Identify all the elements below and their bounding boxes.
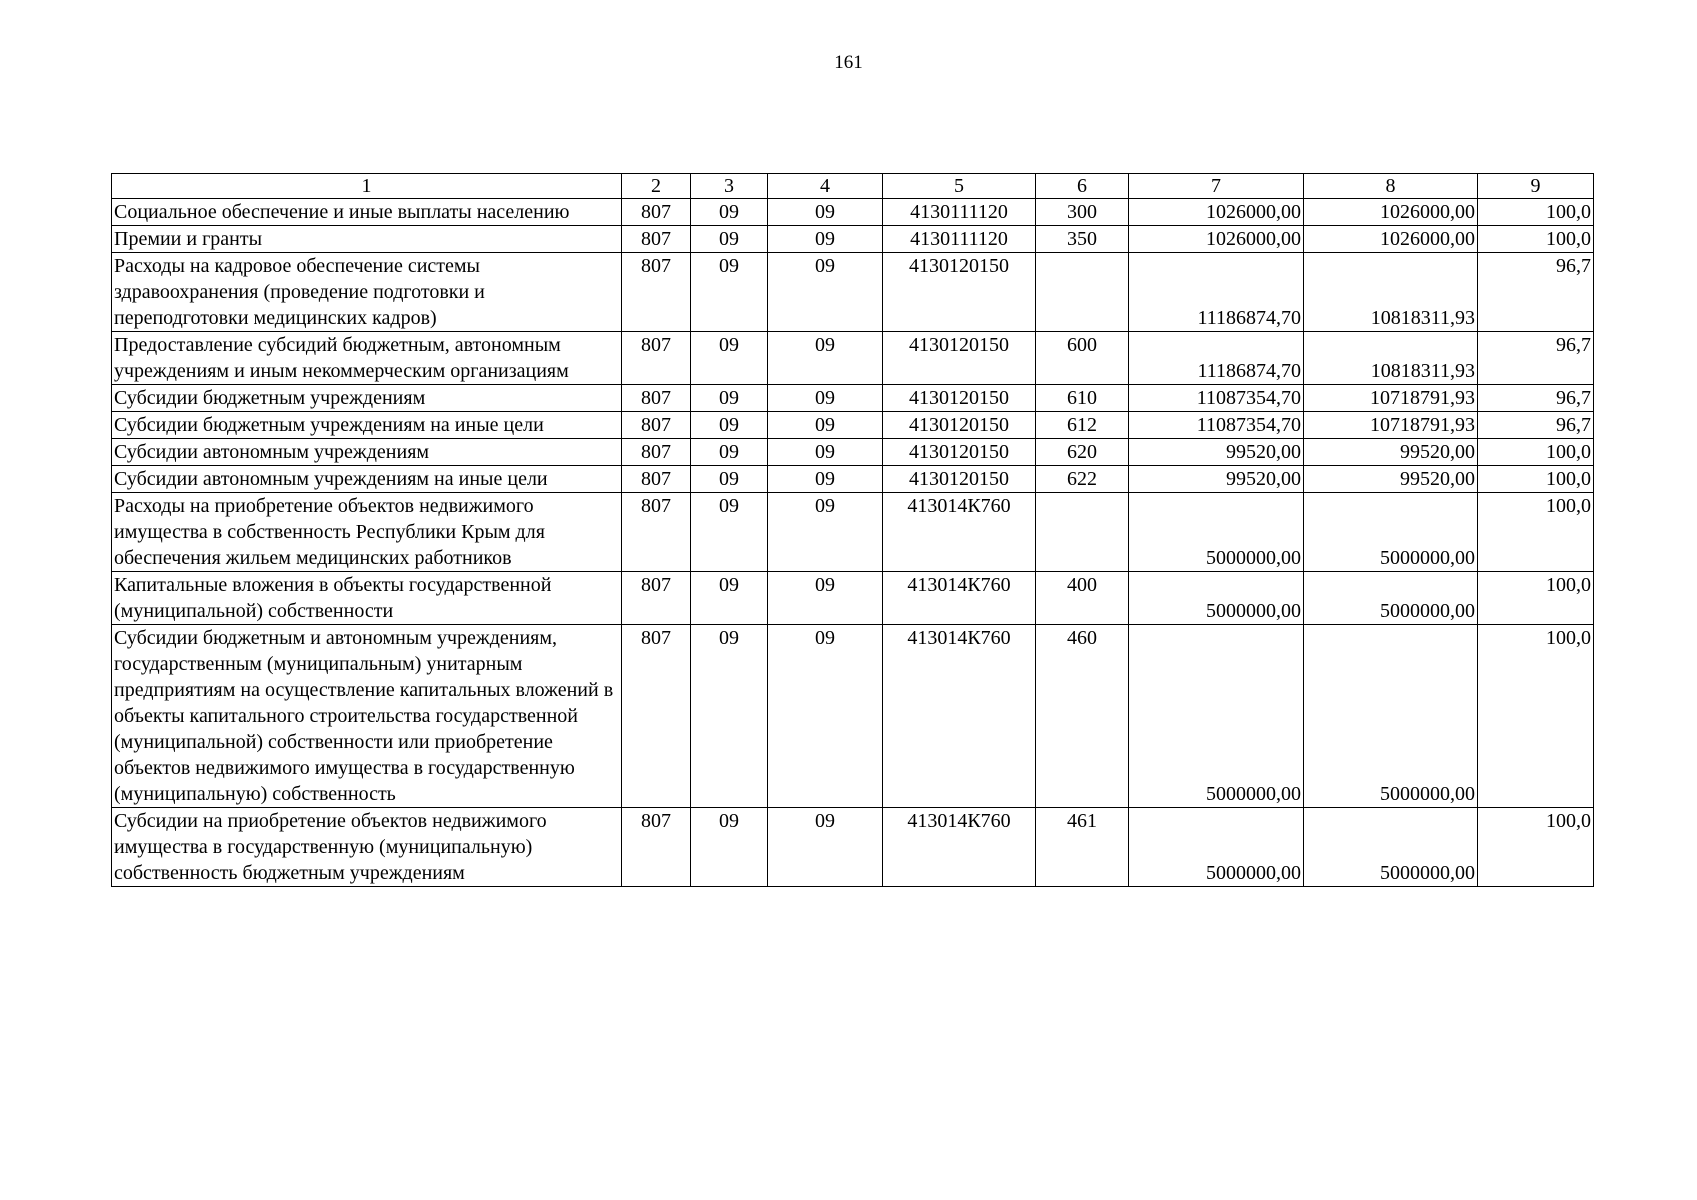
column-header: 5 bbox=[883, 174, 1036, 199]
ministry-code-cell: 807 bbox=[622, 439, 691, 466]
ministry-code-cell: 807 bbox=[622, 332, 691, 385]
table-row bbox=[112, 808, 1594, 887]
execution-percent-cell: 96,7 bbox=[1478, 332, 1594, 385]
execution-percent-cell: 100,0 bbox=[1478, 199, 1594, 226]
ministry-code-cell: 807 bbox=[622, 808, 691, 887]
executed-amount-cell: 99520,00 bbox=[1304, 439, 1478, 466]
executed-amount-cell: 99520,00 bbox=[1304, 466, 1478, 493]
subsection-code-cell: 09 bbox=[768, 332, 883, 385]
section-code-cell: 09 bbox=[691, 385, 768, 412]
planned-amount-cell: 11087354,70 bbox=[1129, 385, 1304, 412]
page-number: 161 bbox=[834, 52, 863, 73]
table-row bbox=[112, 199, 1594, 226]
ministry-code-cell: 807 bbox=[622, 493, 691, 572]
execution-percent-cell: 96,7 bbox=[1478, 253, 1594, 332]
section-code-cell: 09 bbox=[691, 439, 768, 466]
target-item-code-cell: 413014К760 bbox=[883, 625, 1036, 808]
execution-percent-cell: 100,0 bbox=[1478, 226, 1594, 253]
ministry-code-cell: 807 bbox=[622, 625, 691, 808]
table-body bbox=[112, 199, 1594, 887]
expense-type-code-cell: 460 bbox=[1036, 625, 1129, 808]
ministry-code-cell: 807 bbox=[622, 226, 691, 253]
execution-percent-cell: 100,0 bbox=[1478, 466, 1594, 493]
executed-amount-cell: 1026000,00 bbox=[1304, 199, 1478, 226]
target-item-code-cell: 413014К760 bbox=[883, 808, 1036, 887]
section-code-cell: 09 bbox=[691, 572, 768, 625]
section-code-cell: 09 bbox=[691, 253, 768, 332]
expense-name-cell: Субсидии бюджетным учреждениям на иные цели bbox=[112, 412, 622, 439]
planned-amount-cell: 1026000,00 bbox=[1129, 226, 1304, 253]
target-item-code-cell: 4130120150 bbox=[883, 332, 1036, 385]
table-row bbox=[112, 493, 1594, 572]
header-row bbox=[112, 174, 1594, 199]
section-code-cell: 09 bbox=[691, 625, 768, 808]
execution-percent-cell: 100,0 bbox=[1478, 439, 1594, 466]
planned-amount-cell: 11186874,70 bbox=[1129, 332, 1304, 385]
expense-name-cell: Субсидии на приобретение объектов недвижимого имущества в государственную (муниципальную) собственность бюджетным учреждениям bbox=[112, 808, 622, 887]
planned-amount-cell: 11186874,70 bbox=[1129, 253, 1304, 332]
ministry-code-cell: 807 bbox=[622, 253, 691, 332]
expense-name-cell: Капитальные вложения в объекты государственной (муниципальной) собственности bbox=[112, 572, 622, 625]
executed-amount-cell: 5000000,00 bbox=[1304, 493, 1478, 572]
subsection-code-cell: 09 bbox=[768, 493, 883, 572]
target-item-code-cell: 4130111120 bbox=[883, 226, 1036, 253]
executed-amount-cell: 1026000,00 bbox=[1304, 226, 1478, 253]
planned-amount-cell: 11087354,70 bbox=[1129, 412, 1304, 439]
expense-type-code-cell: 620 bbox=[1036, 439, 1129, 466]
section-code-cell: 09 bbox=[691, 199, 768, 226]
table-row bbox=[112, 385, 1594, 412]
table-row bbox=[112, 332, 1594, 385]
table-row bbox=[112, 439, 1594, 466]
subsection-code-cell: 09 bbox=[768, 385, 883, 412]
subsection-code-cell: 09 bbox=[768, 253, 883, 332]
target-item-code-cell: 413014К760 bbox=[883, 572, 1036, 625]
execution-percent-cell: 100,0 bbox=[1478, 808, 1594, 887]
executed-amount-cell: 5000000,00 bbox=[1304, 808, 1478, 887]
expense-name-cell: Расходы на кадровое обеспечение системы здравоохранения (проведение подготовки и переподготовки медицинских кадров) bbox=[112, 253, 622, 332]
planned-amount-cell: 5000000,00 bbox=[1129, 625, 1304, 808]
column-header: 2 bbox=[622, 174, 691, 199]
section-code-cell: 09 bbox=[691, 466, 768, 493]
subsection-code-cell: 09 bbox=[768, 412, 883, 439]
section-code-cell: 09 bbox=[691, 808, 768, 887]
expense-type-code-cell bbox=[1036, 493, 1129, 572]
executed-amount-cell: 10818311,93 bbox=[1304, 332, 1478, 385]
column-header: 8 bbox=[1304, 174, 1478, 199]
executed-amount-cell: 5000000,00 bbox=[1304, 572, 1478, 625]
table-row bbox=[112, 466, 1594, 493]
expense-name-cell: Субсидии автономным учреждениям на иные цели bbox=[112, 466, 622, 493]
planned-amount-cell: 5000000,00 bbox=[1129, 493, 1304, 572]
ministry-code-cell: 807 bbox=[622, 385, 691, 412]
table-row bbox=[112, 226, 1594, 253]
target-item-code-cell: 4130120150 bbox=[883, 466, 1036, 493]
target-item-code-cell: 4130111120 bbox=[883, 199, 1036, 226]
expense-name-cell: Расходы на приобретение объектов недвижимого имущества в собственность Республики Крым для обеспечения жильем медицинских работников bbox=[112, 493, 622, 572]
expense-name-cell: Премии и гранты bbox=[112, 226, 622, 253]
planned-amount-cell: 1026000,00 bbox=[1129, 199, 1304, 226]
execution-percent-cell: 96,7 bbox=[1478, 385, 1594, 412]
table-row bbox=[112, 253, 1594, 332]
planned-amount-cell: 99520,00 bbox=[1129, 466, 1304, 493]
ministry-code-cell: 807 bbox=[622, 572, 691, 625]
executed-amount-cell: 10818311,93 bbox=[1304, 253, 1478, 332]
table-row bbox=[112, 412, 1594, 439]
subsection-code-cell: 09 bbox=[768, 226, 883, 253]
subsection-code-cell: 09 bbox=[768, 572, 883, 625]
target-item-code-cell: 413014К760 bbox=[883, 493, 1036, 572]
section-code-cell: 09 bbox=[691, 332, 768, 385]
section-code-cell: 09 bbox=[691, 493, 768, 572]
planned-amount-cell: 5000000,00 bbox=[1129, 572, 1304, 625]
execution-percent-cell: 100,0 bbox=[1478, 493, 1594, 572]
expense-type-code-cell: 300 bbox=[1036, 199, 1129, 226]
executed-amount-cell: 5000000,00 bbox=[1304, 625, 1478, 808]
subsection-code-cell: 09 bbox=[768, 808, 883, 887]
column-header: 3 bbox=[691, 174, 768, 199]
column-header: 9 bbox=[1478, 174, 1594, 199]
column-header: 7 bbox=[1129, 174, 1304, 199]
subsection-code-cell: 09 bbox=[768, 625, 883, 808]
expense-name-cell: Социальное обеспечение и иные выплаты населению bbox=[112, 199, 622, 226]
expense-name-cell: Субсидии автономным учреждениям bbox=[112, 439, 622, 466]
ministry-code-cell: 807 bbox=[622, 412, 691, 439]
expense-type-code-cell: 350 bbox=[1036, 226, 1129, 253]
subsection-code-cell: 09 bbox=[768, 466, 883, 493]
column-header: 1 bbox=[112, 174, 622, 199]
ministry-code-cell: 807 bbox=[622, 466, 691, 493]
expense-type-code-cell: 461 bbox=[1036, 808, 1129, 887]
planned-amount-cell: 99520,00 bbox=[1129, 439, 1304, 466]
expense-type-code-cell: 400 bbox=[1036, 572, 1129, 625]
section-code-cell: 09 bbox=[691, 412, 768, 439]
target-item-code-cell: 4130120150 bbox=[883, 385, 1036, 412]
table-row bbox=[112, 572, 1594, 625]
target-item-code-cell: 4130120150 bbox=[883, 412, 1036, 439]
section-code-cell: 09 bbox=[691, 226, 768, 253]
executed-amount-cell: 10718791,93 bbox=[1304, 412, 1478, 439]
expense-name-cell: Предоставление субсидий бюджетным, автономным учреждениям и иным некоммерческим организациям bbox=[112, 332, 622, 385]
expense-name-cell: Субсидии бюджетным и автономным учреждениям, государственным (муниципальным) унитарным предприятиям на осуществление капитальных вложений в объекты капитального строительства государственной (муниципальной) собственности или приобретение объектов недвижимого имущества в государственную (муниципальную) собственность bbox=[112, 625, 622, 808]
expense-name-cell: Субсидии бюджетным учреждениям bbox=[112, 385, 622, 412]
ministry-code-cell: 807 bbox=[622, 199, 691, 226]
target-item-code-cell: 4130120150 bbox=[883, 439, 1036, 466]
executed-amount-cell: 10718791,93 bbox=[1304, 385, 1478, 412]
target-item-code-cell: 4130120150 bbox=[883, 253, 1036, 332]
subsection-code-cell: 09 bbox=[768, 439, 883, 466]
expense-type-code-cell: 612 bbox=[1036, 412, 1129, 439]
expense-type-code-cell: 610 bbox=[1036, 385, 1129, 412]
execution-percent-cell: 100,0 bbox=[1478, 572, 1594, 625]
planned-amount-cell: 5000000,00 bbox=[1129, 808, 1304, 887]
expense-type-code-cell: 622 bbox=[1036, 466, 1129, 493]
column-header: 6 bbox=[1036, 174, 1129, 199]
budget-table bbox=[111, 173, 1594, 887]
column-header: 4 bbox=[768, 174, 883, 199]
execution-percent-cell: 96,7 bbox=[1478, 412, 1594, 439]
expense-type-code-cell: 600 bbox=[1036, 332, 1129, 385]
table-row bbox=[112, 625, 1594, 808]
execution-percent-cell: 100,0 bbox=[1478, 625, 1594, 808]
expense-type-code-cell bbox=[1036, 253, 1129, 332]
subsection-code-cell: 09 bbox=[768, 199, 883, 226]
